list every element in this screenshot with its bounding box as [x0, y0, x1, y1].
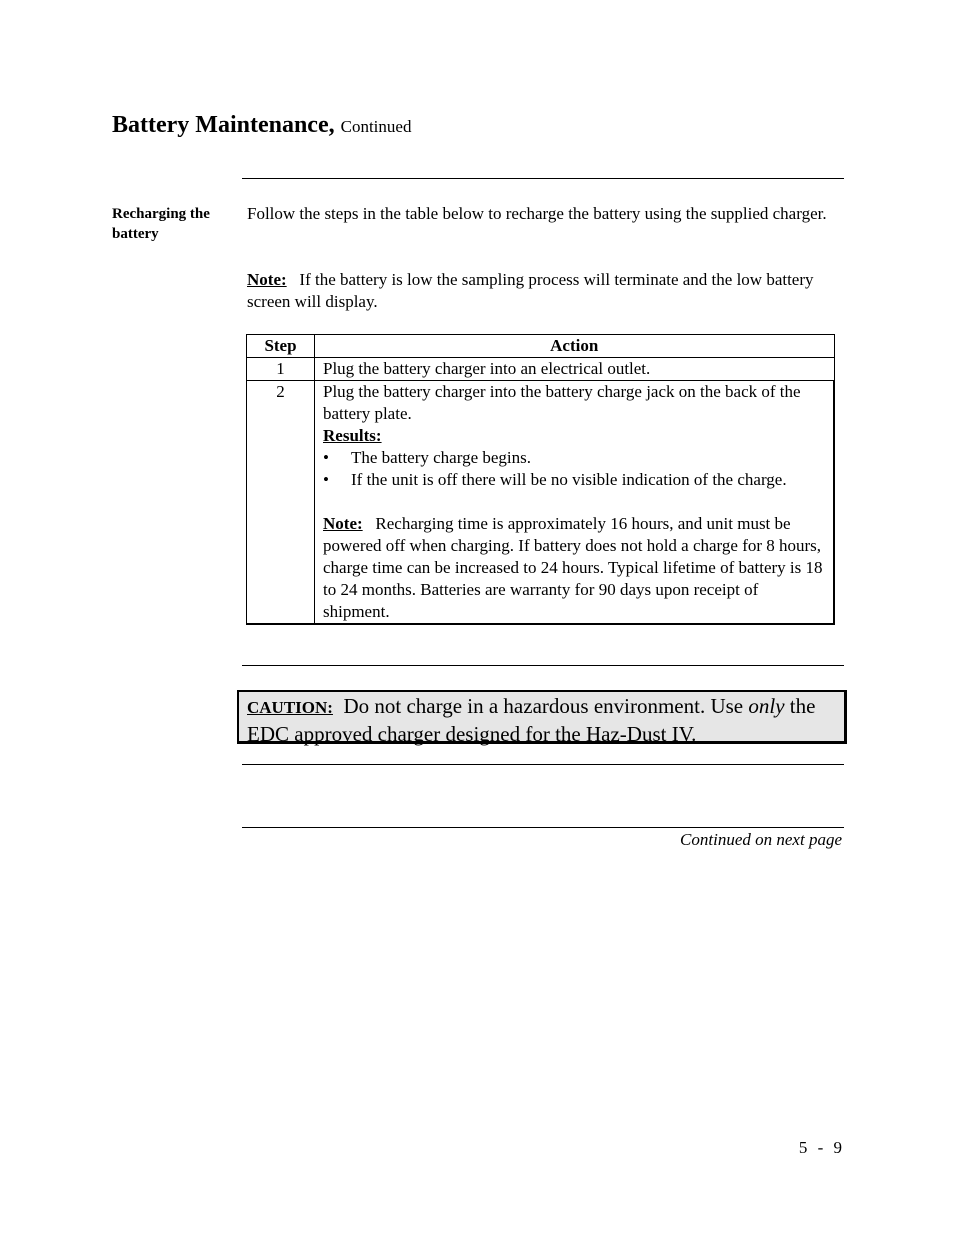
bullet-icon: • [323, 470, 329, 489]
step-number: 2 [247, 381, 315, 625]
table-header-row [247, 335, 835, 358]
note-label: Note: [323, 514, 363, 533]
table-row [247, 381, 835, 625]
caution-text-continued: the EDC approved charger designed for the Haz-Dust IV. [247, 694, 816, 746]
column-header-step: Step [247, 335, 315, 358]
page-title-continued: Continued [340, 117, 412, 136]
caution-text: Do not charge in a hazardous environment. Use [343, 694, 744, 718]
section-label: Recharging the battery [112, 206, 210, 242]
caution-label: CAUTION: [247, 698, 333, 717]
list-item-text: If the unit is off there will be no visible indication of the charge. [351, 470, 787, 489]
page-title [112, 112, 411, 139]
bullet-icon: • [323, 448, 329, 467]
note-text: If the battery is low the sampling process will terminate and the low battery screen will display. [247, 270, 814, 311]
note-text: Recharging time is approximately 16 hours, and unit must be powered off when charging. If battery does not hold a charge for 8 hours, charge time can be increased to 24 hours. Typical lifetime of battery is 18 to 24 months. Batteries are warranty for 90 days upon receipt of shipment. [323, 514, 823, 621]
list-item [323, 469, 825, 491]
step-action-cell [315, 381, 835, 625]
continued-note: Continued on next page [680, 830, 842, 849]
results-label: Results: [323, 426, 382, 445]
column-header-action: Action [315, 335, 835, 358]
caution-box [237, 690, 847, 744]
note-paragraph [247, 269, 837, 313]
page-number: 5 - 9 [798, 1138, 842, 1157]
section-divider-top [242, 178, 844, 179]
note-label: Note: [247, 270, 287, 289]
footer-divider [242, 827, 844, 828]
step-note [323, 513, 825, 623]
list-item-text: The battery charge begins. [351, 448, 532, 467]
step-number: 1 [247, 358, 315, 381]
steps-table [246, 334, 835, 625]
page-title-main: Battery Maintenance, [112, 112, 335, 138]
intro-paragraph: Follow the steps in the table below to recharge the battery using the supplied charger. [247, 204, 827, 223]
section-divider [242, 764, 844, 765]
table-row [247, 358, 835, 381]
caution-emphasis: only [748, 694, 785, 718]
list-item [323, 447, 825, 469]
section-divider [242, 665, 844, 666]
step-action: Plug the battery charger into the battery charge jack on the back of the battery plate. [323, 382, 801, 423]
results-list [323, 447, 825, 491]
step-action: Plug the battery charger into an electrical outlet. [315, 358, 835, 381]
